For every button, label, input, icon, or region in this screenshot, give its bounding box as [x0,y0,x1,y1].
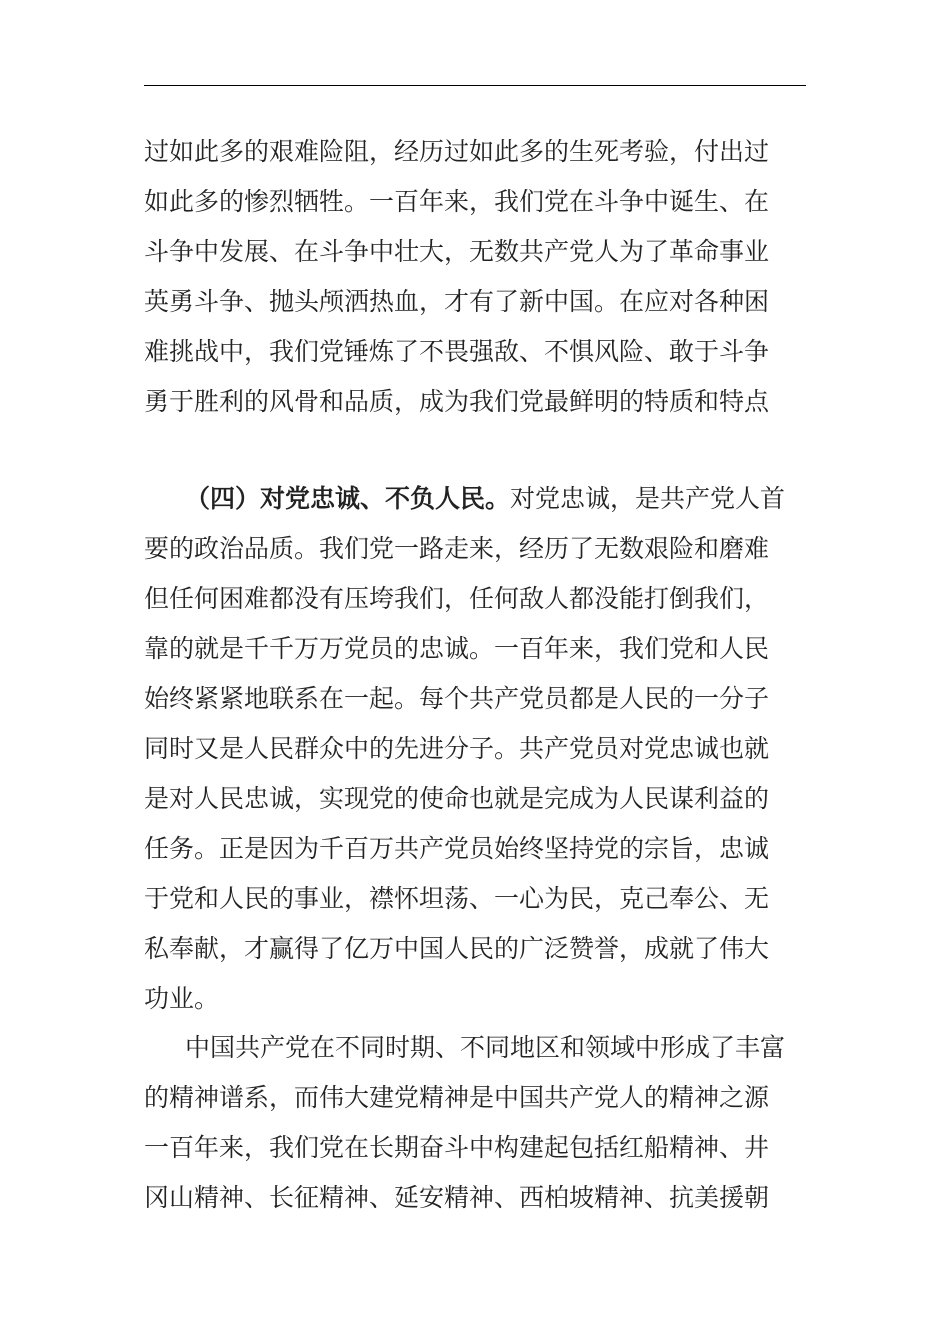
body-text-line: 但任何困难都没有压垮我们，任何敌人都没能打倒我们， [144,584,770,613]
body-text-line: 于党和人民的事业，襟怀坦荡、一心为民，克己奉公、无 [144,884,770,913]
section-heading-line [185,484,785,514]
body-text-line: 英勇斗争、抛头颅洒热血，才有了新中国。在应对各种困 [144,287,770,316]
section-heading: （四）对党忠诚、不负人民。 [185,484,511,513]
body-text-line: 难挑战中，我们党锤炼了不畏强敌、不惧风险、敢于斗争 [144,337,770,366]
body-text-line: 如此多的惨烈牺牲。一百年来，我们党在斗争中诞生、在 [144,187,770,216]
body-text-line: 勇于胜利的风骨和品质，成为我们党最鲜明的特质和特点 [144,387,770,416]
body-text-line: 私奉献，才赢得了亿万中国人民的广泛赞誉，成就了伟大 [144,934,770,963]
body-text-fragment: 对党忠诚，是共产党人首 [510,484,786,513]
body-text-line: 冈山精神、长征精神、延安精神、西柏坡精神、抗美援朝 [144,1183,770,1212]
header-rule [144,85,806,86]
body-text-line: 是对人民忠诚，实现党的使命也就是完成为人民谋利益的 [144,784,770,813]
body-text-line: 同时又是人民群众中的先进分子。共产党员对党忠诚也就 [144,734,770,763]
body-text-line: 始终紧紧地联系在一起。每个共产党员都是人民的一分子 [144,684,770,713]
body-text-line: 靠的就是千千万万党员的忠诚。一百年来，我们党和人民 [144,634,770,663]
body-text-line: 任务。正是因为千百万共产党员始终坚持党的宗旨，忠诚 [144,834,770,863]
body-text-line: 过如此多的艰难险阻，经历过如此多的生死考验，付出过 [144,137,770,166]
body-text-line: 功业。 [144,984,220,1013]
body-text-line: 斗争中发展、在斗争中壮大，无数共产党人为了革命事业 [144,237,770,266]
body-text-line: 一百年来，我们党在长期奋斗中构建起包括红船精神、井 [144,1133,770,1162]
body-text-line: 要的政治品质。我们党一路走来，经历了无数艰险和磨难 [144,534,770,563]
body-text-line: 中国共产党在不同时期、不同地区和领域中形成了丰富 [185,1033,786,1062]
body-text-line: 的精神谱系，而伟大建党精神是中国共产党人的精神之源 [144,1083,770,1112]
